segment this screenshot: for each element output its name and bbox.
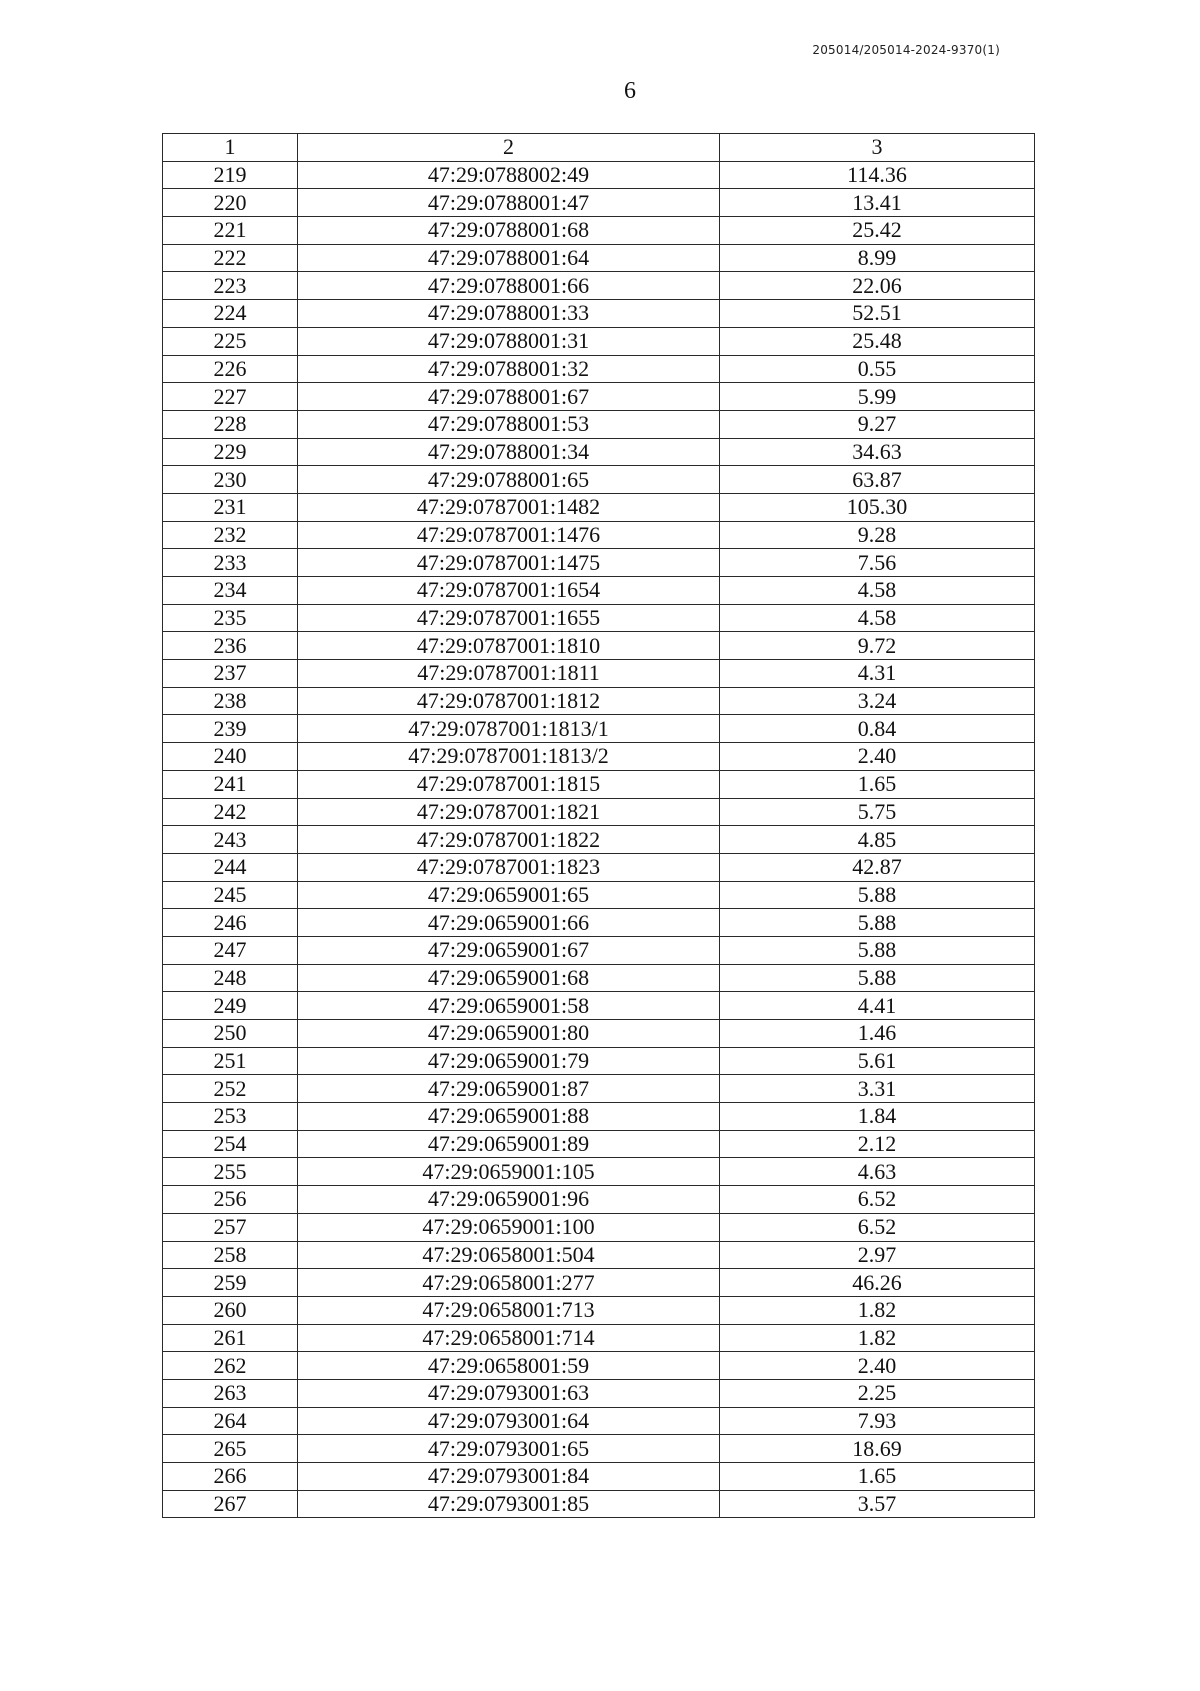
row-number-cell: 246 xyxy=(163,909,298,937)
area-value-cell: 9.27 xyxy=(720,410,1035,438)
area-value-cell: 5.88 xyxy=(720,964,1035,992)
table-header-row xyxy=(163,134,1035,162)
row-number-cell: 232 xyxy=(163,521,298,549)
area-value-cell: 4.41 xyxy=(720,992,1035,1020)
table-row xyxy=(163,161,1035,189)
area-value-cell: 4.58 xyxy=(720,604,1035,632)
area-value-cell: 9.28 xyxy=(720,521,1035,549)
row-number-cell: 220 xyxy=(163,189,298,217)
table-row xyxy=(163,1020,1035,1048)
row-number-cell: 233 xyxy=(163,549,298,577)
cadastral-number-cell: 47:29:0787001:1812 xyxy=(298,687,720,715)
row-number-cell: 257 xyxy=(163,1213,298,1241)
area-value-cell: 1.65 xyxy=(720,1463,1035,1491)
table-row xyxy=(163,687,1035,715)
table-row xyxy=(163,410,1035,438)
area-value-cell: 25.42 xyxy=(720,217,1035,245)
area-value-cell: 6.52 xyxy=(720,1213,1035,1241)
table-row xyxy=(163,189,1035,217)
area-value-cell: 18.69 xyxy=(720,1435,1035,1463)
cadastral-number-cell: 47:29:0788001:47 xyxy=(298,189,720,217)
table-row xyxy=(163,1435,1035,1463)
table-row xyxy=(163,549,1035,577)
cadastral-number-cell: 47:29:0788001:68 xyxy=(298,217,720,245)
cadastral-number-cell: 47:29:0787001:1482 xyxy=(298,493,720,521)
area-value-cell: 1.46 xyxy=(720,1020,1035,1048)
row-number-cell: 221 xyxy=(163,217,298,245)
cadastral-number-cell: 47:29:0788001:53 xyxy=(298,410,720,438)
cadastral-number-cell: 47:29:0787001:1813/1 xyxy=(298,715,720,743)
area-value-cell: 3.24 xyxy=(720,687,1035,715)
table-row xyxy=(163,1075,1035,1103)
row-number-cell: 258 xyxy=(163,1241,298,1269)
area-value-cell: 46.26 xyxy=(720,1269,1035,1297)
table-row xyxy=(163,493,1035,521)
row-number-cell: 263 xyxy=(163,1379,298,1407)
area-value-cell: 5.88 xyxy=(720,881,1035,909)
table-row xyxy=(163,272,1035,300)
cadastral-number-cell: 47:29:0659001:68 xyxy=(298,964,720,992)
table-row xyxy=(163,577,1035,605)
cadastral-number-cell: 47:29:0787001:1821 xyxy=(298,798,720,826)
table-row xyxy=(163,660,1035,688)
cadastral-number-cell: 47:29:0787001:1475 xyxy=(298,549,720,577)
row-number-cell: 239 xyxy=(163,715,298,743)
table-row xyxy=(163,909,1035,937)
row-number-cell: 260 xyxy=(163,1296,298,1324)
area-value-cell: 7.56 xyxy=(720,549,1035,577)
cadastral-number-cell: 47:29:0788001:64 xyxy=(298,244,720,272)
cadastral-number-cell: 47:29:0787001:1654 xyxy=(298,577,720,605)
row-number-cell: 245 xyxy=(163,881,298,909)
area-value-cell: 114.36 xyxy=(720,161,1035,189)
row-number-cell: 244 xyxy=(163,853,298,881)
area-value-cell: 8.99 xyxy=(720,244,1035,272)
row-number-cell: 250 xyxy=(163,1020,298,1048)
cadastral-number-cell: 47:29:0787001:1810 xyxy=(298,632,720,660)
table-row xyxy=(163,604,1035,632)
cadastral-number-cell: 47:29:0659001:79 xyxy=(298,1047,720,1075)
table-row xyxy=(163,1047,1035,1075)
cadastral-number-cell: 47:29:0659001:89 xyxy=(298,1130,720,1158)
table-row xyxy=(163,1296,1035,1324)
area-value-cell: 2.12 xyxy=(720,1130,1035,1158)
row-number-cell: 240 xyxy=(163,743,298,771)
row-number-cell: 230 xyxy=(163,466,298,494)
table-row xyxy=(163,383,1035,411)
area-value-cell: 52.51 xyxy=(720,300,1035,328)
area-value-cell: 5.88 xyxy=(720,909,1035,937)
cadastral-number-cell: 47:29:0793001:84 xyxy=(298,1463,720,1491)
table-row xyxy=(163,992,1035,1020)
row-number-cell: 222 xyxy=(163,244,298,272)
table-row xyxy=(163,826,1035,854)
table-row xyxy=(163,466,1035,494)
area-value-cell: 3.31 xyxy=(720,1075,1035,1103)
cadastral-number-cell: 47:29:0788001:31 xyxy=(298,327,720,355)
cadastral-number-cell: 47:29:0787001:1655 xyxy=(298,604,720,632)
area-value-cell: 2.40 xyxy=(720,1352,1035,1380)
cadastral-number-cell: 47:29:0658001:277 xyxy=(298,1269,720,1297)
area-value-cell: 4.31 xyxy=(720,660,1035,688)
cadastral-number-cell: 47:29:0659001:96 xyxy=(298,1186,720,1214)
area-value-cell: 0.55 xyxy=(720,355,1035,383)
cadastral-number-cell: 47:29:0659001:88 xyxy=(298,1103,720,1131)
area-value-cell: 42.87 xyxy=(720,853,1035,881)
row-number-cell: 261 xyxy=(163,1324,298,1352)
table-row xyxy=(163,1213,1035,1241)
row-number-cell: 256 xyxy=(163,1186,298,1214)
table-row xyxy=(163,1130,1035,1158)
area-value-cell: 1.84 xyxy=(720,1103,1035,1131)
cadastral-number-cell: 47:29:0787001:1811 xyxy=(298,660,720,688)
table-row xyxy=(163,853,1035,881)
row-number-cell: 253 xyxy=(163,1103,298,1131)
cadastral-number-cell: 47:29:0659001:66 xyxy=(298,909,720,937)
row-number-cell: 265 xyxy=(163,1435,298,1463)
table-row xyxy=(163,715,1035,743)
cadastral-number-cell: 47:29:0659001:105 xyxy=(298,1158,720,1186)
area-value-cell: 5.88 xyxy=(720,936,1035,964)
cadastral-number-cell: 47:29:0658001:714 xyxy=(298,1324,720,1352)
table-row xyxy=(163,1269,1035,1297)
area-value-cell: 5.99 xyxy=(720,383,1035,411)
table-row xyxy=(163,438,1035,466)
row-number-cell: 264 xyxy=(163,1407,298,1435)
cadastral-number-cell: 47:29:0787001:1815 xyxy=(298,770,720,798)
table-row xyxy=(163,1186,1035,1214)
row-number-cell: 241 xyxy=(163,770,298,798)
cadastral-number-cell: 47:29:0788001:67 xyxy=(298,383,720,411)
cadastral-number-cell: 47:29:0793001:64 xyxy=(298,1407,720,1435)
row-number-cell: 249 xyxy=(163,992,298,1020)
cadastral-number-cell: 47:29:0659001:87 xyxy=(298,1075,720,1103)
table-row xyxy=(163,355,1035,383)
cadastral-number-cell: 47:29:0787001:1813/2 xyxy=(298,743,720,771)
table-row xyxy=(163,327,1035,355)
row-number-cell: 219 xyxy=(163,161,298,189)
row-number-cell: 235 xyxy=(163,604,298,632)
row-number-cell: 248 xyxy=(163,964,298,992)
area-value-cell: 13.41 xyxy=(720,189,1035,217)
cadastral-number-cell: 47:29:0658001:59 xyxy=(298,1352,720,1380)
row-number-cell: 237 xyxy=(163,660,298,688)
row-number-cell: 224 xyxy=(163,300,298,328)
table-row xyxy=(163,1463,1035,1491)
cadastral-number-cell: 47:29:0788001:32 xyxy=(298,355,720,383)
column-header: 3 xyxy=(720,134,1035,162)
table-row xyxy=(163,964,1035,992)
row-number-cell: 242 xyxy=(163,798,298,826)
row-number-cell: 231 xyxy=(163,493,298,521)
area-value-cell: 63.87 xyxy=(720,466,1035,494)
row-number-cell: 229 xyxy=(163,438,298,466)
column-header: 1 xyxy=(163,134,298,162)
cadastral-number-cell: 47:29:0659001:100 xyxy=(298,1213,720,1241)
area-value-cell: 2.97 xyxy=(720,1241,1035,1269)
area-value-cell: 3.57 xyxy=(720,1490,1035,1518)
table-row xyxy=(163,1241,1035,1269)
area-value-cell: 5.75 xyxy=(720,798,1035,826)
table-row xyxy=(163,1490,1035,1518)
row-number-cell: 225 xyxy=(163,327,298,355)
table-row xyxy=(163,300,1035,328)
row-number-cell: 223 xyxy=(163,272,298,300)
row-number-cell: 252 xyxy=(163,1075,298,1103)
area-value-cell: 1.82 xyxy=(720,1324,1035,1352)
cadastral-number-cell: 47:29:0788001:33 xyxy=(298,300,720,328)
table-row xyxy=(163,1352,1035,1380)
area-value-cell: 22.06 xyxy=(720,272,1035,300)
area-value-cell: 34.63 xyxy=(720,438,1035,466)
area-value-cell: 4.63 xyxy=(720,1158,1035,1186)
row-number-cell: 251 xyxy=(163,1047,298,1075)
row-number-cell: 267 xyxy=(163,1490,298,1518)
row-number-cell: 228 xyxy=(163,410,298,438)
area-value-cell: 7.93 xyxy=(720,1407,1035,1435)
row-number-cell: 255 xyxy=(163,1158,298,1186)
row-number-cell: 234 xyxy=(163,577,298,605)
table-row xyxy=(163,521,1035,549)
cadastral-number-cell: 47:29:0658001:504 xyxy=(298,1241,720,1269)
cadastral-number-cell: 47:29:0787001:1822 xyxy=(298,826,720,854)
cadastral-number-cell: 47:29:0793001:63 xyxy=(298,1379,720,1407)
row-number-cell: 262 xyxy=(163,1352,298,1380)
area-value-cell: 0.84 xyxy=(720,715,1035,743)
row-number-cell: 238 xyxy=(163,687,298,715)
cadastral-number-cell: 47:29:0659001:67 xyxy=(298,936,720,964)
area-value-cell: 5.61 xyxy=(720,1047,1035,1075)
cadastral-number-cell: 47:29:0788001:34 xyxy=(298,438,720,466)
page-number: 6 xyxy=(624,78,636,104)
row-number-cell: 236 xyxy=(163,632,298,660)
cadastral-number-cell: 47:29:0788002:49 xyxy=(298,161,720,189)
row-number-cell: 259 xyxy=(163,1269,298,1297)
table-row xyxy=(163,244,1035,272)
area-value-cell: 4.85 xyxy=(720,826,1035,854)
parcel-table xyxy=(162,133,1035,1518)
table-row xyxy=(163,881,1035,909)
cadastral-number-cell: 47:29:0659001:65 xyxy=(298,881,720,909)
cadastral-number-cell: 47:29:0659001:58 xyxy=(298,992,720,1020)
cadastral-number-cell: 47:29:0787001:1823 xyxy=(298,853,720,881)
row-number-cell: 227 xyxy=(163,383,298,411)
area-value-cell: 105.30 xyxy=(720,493,1035,521)
cadastral-number-cell: 47:29:0787001:1476 xyxy=(298,521,720,549)
area-value-cell: 1.82 xyxy=(720,1296,1035,1324)
cadastral-number-cell: 47:29:0788001:66 xyxy=(298,272,720,300)
cadastral-number-cell: 47:29:0659001:80 xyxy=(298,1020,720,1048)
cadastral-number-cell: 47:29:0788001:65 xyxy=(298,466,720,494)
table-row xyxy=(163,1324,1035,1352)
table-row xyxy=(163,1379,1035,1407)
table-row xyxy=(163,1407,1035,1435)
cadastral-number-cell: 47:29:0793001:65 xyxy=(298,1435,720,1463)
table-row xyxy=(163,217,1035,245)
area-value-cell: 2.25 xyxy=(720,1379,1035,1407)
area-value-cell: 25.48 xyxy=(720,327,1035,355)
cadastral-number-cell: 47:29:0793001:85 xyxy=(298,1490,720,1518)
table-row xyxy=(163,770,1035,798)
area-value-cell: 1.65 xyxy=(720,770,1035,798)
table-row xyxy=(163,1103,1035,1131)
table-row xyxy=(163,798,1035,826)
row-number-cell: 254 xyxy=(163,1130,298,1158)
area-value-cell: 9.72 xyxy=(720,632,1035,660)
row-number-cell: 226 xyxy=(163,355,298,383)
row-number-cell: 266 xyxy=(163,1463,298,1491)
table-row xyxy=(163,632,1035,660)
cadastral-number-cell: 47:29:0658001:713 xyxy=(298,1296,720,1324)
area-value-cell: 6.52 xyxy=(720,1186,1035,1214)
document-id: 205014/205014-2024-9370(1) xyxy=(812,43,1000,57)
table-row xyxy=(163,1158,1035,1186)
column-header: 2 xyxy=(298,134,720,162)
area-value-cell: 2.40 xyxy=(720,743,1035,771)
row-number-cell: 243 xyxy=(163,826,298,854)
table-row xyxy=(163,743,1035,771)
row-number-cell: 247 xyxy=(163,936,298,964)
table-row xyxy=(163,936,1035,964)
area-value-cell: 4.58 xyxy=(720,577,1035,605)
